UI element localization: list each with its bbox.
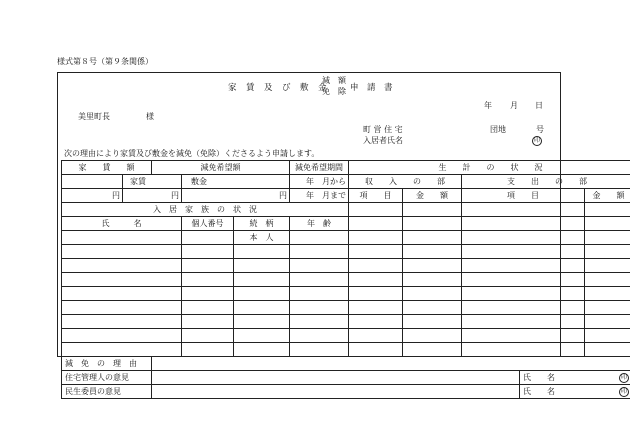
reduction-deposit-yen[interactable]: 円 xyxy=(182,189,290,203)
expense-amount[interactable] xyxy=(585,329,630,343)
expense-amount[interactable] xyxy=(585,259,630,273)
col-id-header: 個人番号 xyxy=(182,217,234,231)
commissioner-opinion-label: 民生委員の意見 xyxy=(62,385,152,399)
deposit-sub: 敷金 xyxy=(191,176,207,186)
manager-name-cell[interactable] xyxy=(520,371,630,385)
commissioner-opinion-field[interactable] xyxy=(152,385,520,399)
form-title-stack-bottom: 免 除 xyxy=(322,87,346,96)
seal-mark: 印 xyxy=(621,387,628,395)
form-title-stack-top: 減 額 xyxy=(322,76,346,85)
rent-yen[interactable]: 円 xyxy=(62,189,123,203)
addressee-honorific: 様 xyxy=(146,112,154,121)
expense-amount[interactable] xyxy=(585,287,630,301)
reduction-rent-yen[interactable]: 円 xyxy=(123,189,182,203)
reason-field[interactable] xyxy=(152,357,630,371)
danchi-label: 団地 xyxy=(490,125,506,134)
expense-amount[interactable] xyxy=(585,273,630,287)
manager-opinion-field[interactable] xyxy=(152,371,520,385)
form-outer-frame xyxy=(57,72,561,357)
date-day: 日 xyxy=(535,101,543,110)
income-header: 収 入 の 部 xyxy=(349,175,462,189)
rent-header: 家 賃 額 xyxy=(62,161,152,175)
addressee-name: 美里町長 xyxy=(78,112,110,121)
seal-mark: 印 xyxy=(533,137,540,144)
member-relation-principal: 本 人 xyxy=(234,231,290,245)
expense-amount[interactable] xyxy=(585,301,630,315)
expense-amount-header: 金 額 xyxy=(585,189,630,203)
expense-amount[interactable] xyxy=(585,203,630,217)
form-title-left: 家 賃 及 び 敷 金 xyxy=(228,83,328,93)
reduction-amount-header: 減免希望額 xyxy=(152,161,290,175)
housing-label: 町 営 住 宅 xyxy=(363,125,403,134)
manager-seal xyxy=(619,373,629,382)
commissioner-name-cell[interactable] xyxy=(520,385,630,399)
reduction-period-header: 減免希望期間 xyxy=(290,161,349,175)
commissioner-seal xyxy=(619,387,629,396)
household-header: 入 居 家 族 の 状 況 xyxy=(62,203,349,217)
form-title-right: 申 請 書 xyxy=(350,83,393,93)
intro-text: 次の理由により家賃及び敷金を減免（免除）くださるよう申請します。 xyxy=(64,149,320,158)
manager-opinion-label: 住宅管理人の意見 xyxy=(62,371,152,385)
col-age-header: 年 齢 xyxy=(290,217,349,231)
period-from[interactable]: 年 月から xyxy=(290,175,349,189)
commissioner-name-label: 氏 名 xyxy=(523,386,556,396)
income-amount-header: 金 額 xyxy=(403,189,462,203)
manager-name-label: 氏 名 xyxy=(523,372,556,382)
resident-name-label: 入居者氏名 xyxy=(363,136,403,145)
expense-amount[interactable] xyxy=(585,231,630,245)
form-number: 様式第８号（第９条関係） xyxy=(57,57,153,66)
date-month: 月 xyxy=(510,101,518,110)
col-relation-header: 続 柄 xyxy=(234,217,290,231)
livelihood-header: 生 計 の 状 況 xyxy=(349,161,630,175)
go-label: 号 xyxy=(536,125,544,134)
expense-item-header: 項 目 xyxy=(462,189,585,203)
expense-header: 支 出 の 部 xyxy=(462,175,630,189)
expense-amount[interactable] xyxy=(585,245,630,259)
reason-label: 減 免 の 理 由 xyxy=(62,357,152,371)
date-year: 年 xyxy=(484,101,492,110)
col-name-header: 氏 名 xyxy=(62,217,182,231)
income-item-header: 項 目 xyxy=(349,189,403,203)
expense-amount[interactable] xyxy=(585,315,630,329)
period-until[interactable]: 年 月まで xyxy=(290,189,349,203)
expense-amount[interactable] xyxy=(585,217,630,231)
seal-mark: 印 xyxy=(621,373,628,381)
expense-amount[interactable] xyxy=(585,343,630,357)
rent-sub: 家賃 xyxy=(130,176,146,186)
